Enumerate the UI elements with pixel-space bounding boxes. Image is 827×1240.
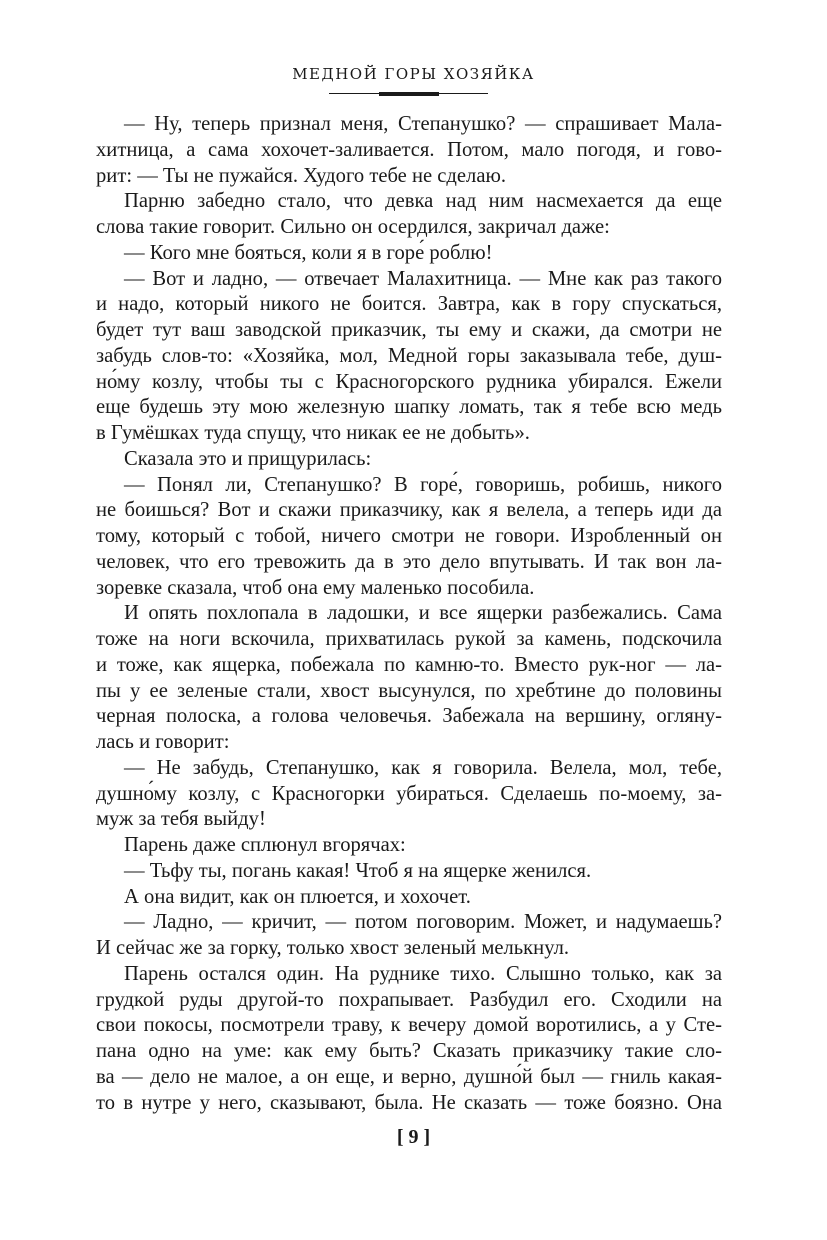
text-line: лась и говорит: <box>96 731 230 753</box>
text-line: свои покосы, посмотрели траву, к вечеру домой воротились, а у Сте- <box>96 1014 722 1037</box>
text-line: и тоже, как ящерка, побежала по камню-то. Вместо рук-ног — ла- <box>96 653 722 676</box>
text-line: — Тьфу ты, погань какая! Чтоб я на ящерке женился. <box>124 859 592 882</box>
body-text <box>96 112 722 1116</box>
text-line: тому, который с тобой, ничего смотри не говори. Изробленный он <box>96 525 722 547</box>
text-line: Парню забедно стало, что девка над ним насмехается да еще <box>124 190 722 213</box>
text-line: И сейчас же за горку, только хвост зеленый мелькнул. <box>96 937 570 959</box>
text-line: А она видит, как он плюется, и хохочет. <box>124 885 471 908</box>
text-line: Парень даже сплюнул вгорячах: <box>124 834 406 856</box>
text-line: забудь слов-то: «Хозяйка, мол, Медной горы заказывала тебе, душ- <box>96 344 722 367</box>
text-line: ва — дело не малое, а он еще, и верно, душно́й был — гниль какая- <box>96 1065 722 1088</box>
text-line: хитница, а сама хохочет-заливается. Потом, мало погодя, и гово- <box>96 138 722 161</box>
text-line: Сказала это и прищурилась: <box>124 447 372 470</box>
text-line: но́му козлу, чтобы ты с Красногорского рудника убирался. Ежели <box>96 370 722 393</box>
text-line: И опять похлопала в ладошки, и все ящерки разбежались. Сама <box>124 602 722 625</box>
text-line: пы у ее зеленые стали, хвост высунулся, по хребтине до половины <box>96 679 722 702</box>
text-line: не боишься? Вот и скажи приказчику, как я велела, а теперь иди да <box>96 499 722 522</box>
running-head: МЕДНОЙ ГОРЫ ХОЗЯЙКА <box>292 65 535 83</box>
text-line: еще будешь эту мою железную шапку ломать, так я тебе всю медь <box>96 396 722 419</box>
text-line: — Кого мне бояться, коли я в горе́ роблю! <box>124 241 493 264</box>
text-line: — Вот и ладно, — отвечает Малахитница. — Мне как раз такого <box>124 267 722 290</box>
text-line: будет тут ваш заводской приказчик, ты ему и скажи, да смотри не <box>96 319 722 341</box>
page-number: [ 9 ] <box>396 1126 431 1148</box>
text-line: человек, что его тревожить да в это дело впутывать. И так вон ла- <box>96 550 722 573</box>
text-line: — Ладно, — кричит, — потом поговорим. Может, и надумаешь? <box>124 911 722 934</box>
text-line: пана одно на уме: как ему быть? Сказать приказчику такие сло- <box>96 1040 722 1062</box>
text-line: слова такие говорит. Сильно он осердился, закричал даже: <box>96 216 610 238</box>
text-line: зоревке сказала, чтоб она ему маленько пособила. <box>96 576 535 599</box>
text-line: в Гумёшках туда спущу, что никак ее не добыть». <box>96 422 530 444</box>
text-line: тоже на ноги вскочила, прихватилась рукой за камень, подскочила <box>96 628 722 650</box>
text-line: рит: — Ты не пужайся. Худого тебе не сделаю. <box>96 164 506 187</box>
text-line: — Не забудь, Степанушко, как я говорила. Велела, мол, тебе, <box>124 756 722 779</box>
text-line: — Понял ли, Степанушко? В горе́, говоришь, робишь, никого <box>124 473 722 496</box>
text-line: муж за тебя выйду! <box>96 808 266 831</box>
text-line: душно́му козлу, с Красногорки убираться. Сделаешь по-моему, за- <box>96 782 722 805</box>
text-line: то в нутре у него, сказывают, была. Не сказать — тоже боязно. Она <box>96 1091 722 1114</box>
text-line: черная полоска, а голова человечья. Забежала на вершину, огляну- <box>96 705 722 728</box>
text-line: — Ну, теперь признал меня, Степанушко? — спрашивает Мала- <box>124 113 722 135</box>
text-line: грудкой руды другой-то похрапывает. Разбудил его. Сходили на <box>96 988 722 1011</box>
text-line: Парень остался один. На руднике тихо. Слышно только, как за <box>124 962 722 985</box>
running-head-rule-accent <box>379 92 439 96</box>
text-line: и надо, который никого не боится. Завтра, как в гору спускаться, <box>96 293 722 316</box>
